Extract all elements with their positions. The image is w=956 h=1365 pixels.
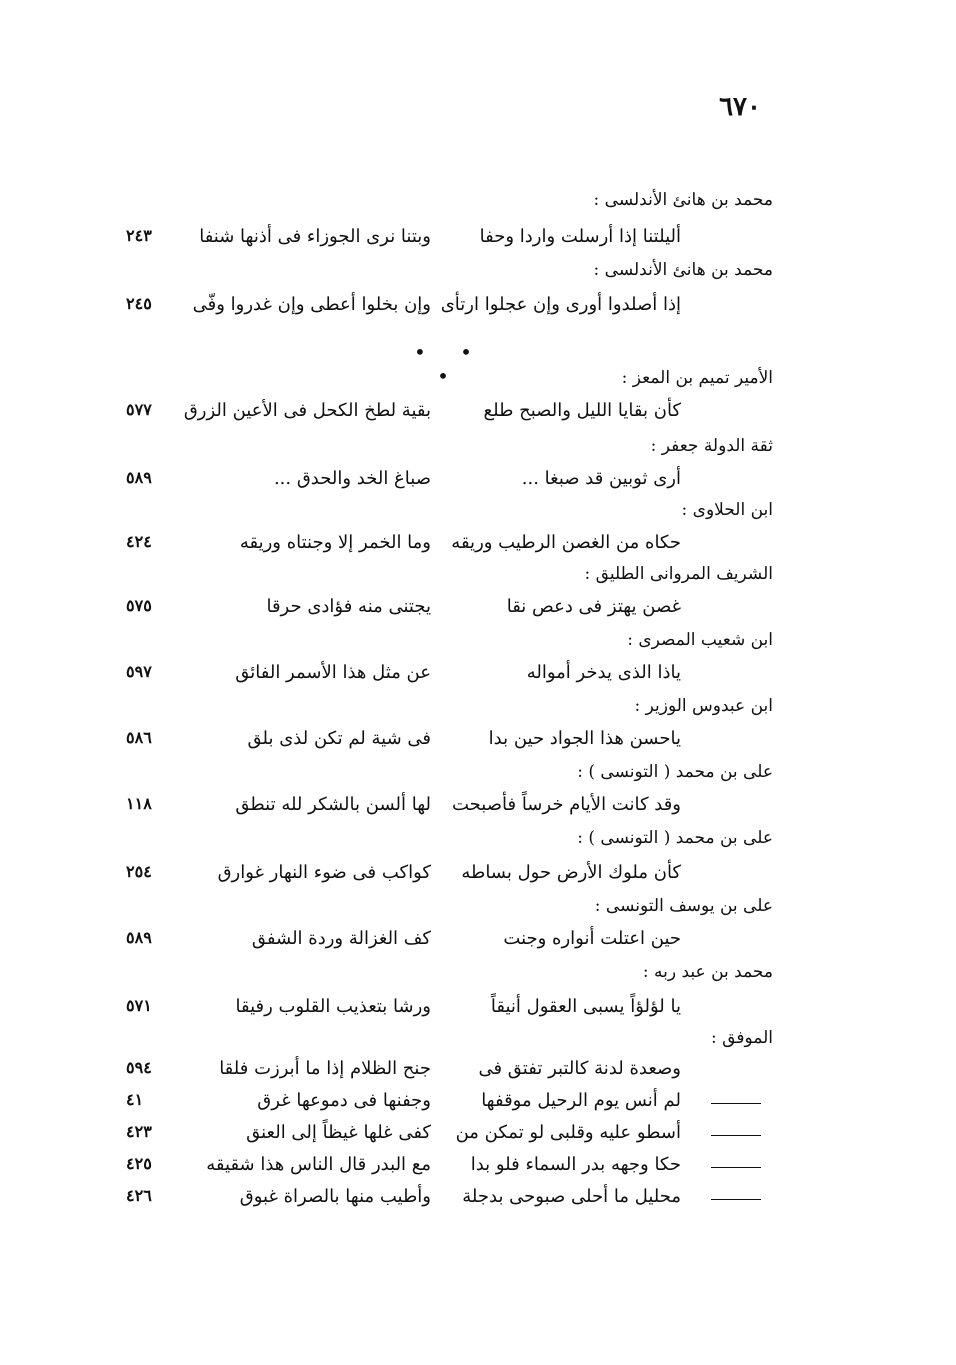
second-hemistich: عن مثل هذا الأسمر الفائق bbox=[235, 662, 431, 683]
page-reference: ٤١ bbox=[126, 1090, 144, 1109]
verse-row bbox=[0, 928, 956, 958]
poet-name: محمد بن عبد ربه : bbox=[642, 962, 773, 982]
poet-name: الموفق : bbox=[711, 1028, 773, 1048]
second-hemistich: وما الخمر إلا وجنتاه وريقه bbox=[239, 532, 431, 553]
poet-name: ثقة الدولة جعفر : bbox=[650, 436, 773, 456]
first-hemistich: حكاه من الغصن الرطيب وريقه bbox=[451, 532, 681, 553]
poet-name: الشريف المروانى الطليق : bbox=[584, 564, 773, 584]
repeat-dash bbox=[711, 1103, 761, 1104]
repeat-dash bbox=[711, 1135, 761, 1136]
page-reference: ٥٩٧ bbox=[126, 662, 152, 681]
page-reference: ٤٢٦ bbox=[126, 1186, 152, 1205]
first-hemistich: كأن ملوك الأرض حول بساطه bbox=[461, 862, 681, 883]
first-hemistich: محليل ما أحلى صبوحى بدجلة bbox=[462, 1186, 681, 1207]
second-hemistich: كواكب فى ضوء النهار غوارق bbox=[217, 862, 431, 883]
page-reference: ٢٤٣ bbox=[126, 226, 152, 245]
second-hemistich: وجفنها فى دموعها غرق bbox=[257, 1090, 431, 1111]
page-reference: ٥٧٧ bbox=[126, 400, 152, 419]
repeat-dash bbox=[711, 1199, 761, 1200]
verse-row bbox=[0, 662, 956, 692]
first-hemistich: أليلتنا إذا أرسلت واردا وحفا bbox=[479, 226, 681, 247]
second-hemistich: صباغ الخد والحدق ... bbox=[273, 468, 431, 489]
second-hemistich: وبتنا نرى الجوزاء فى أذنها شنفا bbox=[199, 226, 431, 247]
page-reference: ٢٥٤ bbox=[126, 862, 152, 881]
verse-row bbox=[0, 1186, 956, 1216]
first-hemistich: أسطو عليه وقلبى لو تمكن من bbox=[455, 1122, 681, 1143]
page-reference: ٥٨٩ bbox=[126, 928, 152, 947]
page-reference: ٥٧٥ bbox=[126, 596, 152, 615]
verse-row bbox=[0, 728, 956, 758]
first-hemistich: وقد كانت الأيام خرساً فأصبحت bbox=[452, 794, 681, 815]
verse-row bbox=[0, 1122, 956, 1152]
page-reference: ١١٨ bbox=[126, 794, 152, 813]
verse-row bbox=[0, 226, 956, 256]
verse-row bbox=[0, 596, 956, 626]
first-hemistich: أرى ثوبين قد صبغا ... bbox=[521, 468, 681, 489]
second-hemistich: مع البدر قال الناس هذا شقيقه bbox=[206, 1154, 431, 1175]
verse-row bbox=[0, 862, 956, 892]
first-hemistich: حكا وجهه بدر السماء فلو بدا bbox=[470, 1154, 681, 1175]
second-hemistich: يجتنى منه فؤادى حرقا bbox=[266, 596, 431, 617]
verse-row bbox=[0, 400, 956, 430]
repeat-dash bbox=[711, 1167, 761, 1168]
poet-name: على بن يوسف التونسى : bbox=[594, 896, 773, 916]
poet-name: ابن عبدوس الوزير : bbox=[634, 696, 773, 716]
section-separator: • • • bbox=[414, 340, 486, 388]
poet-name: على بن محمد ( التونسى ) : bbox=[577, 828, 773, 848]
page-reference: ٤٢٥ bbox=[126, 1154, 152, 1173]
verse-row bbox=[0, 794, 956, 824]
verse-row bbox=[0, 294, 956, 324]
verse-row bbox=[0, 1058, 956, 1088]
second-hemistich: بقية لطخ الكحل فى الأعين الزرق bbox=[183, 400, 431, 421]
verse-row bbox=[0, 1090, 956, 1120]
poet-name: على بن محمد ( التونسى ) : bbox=[577, 762, 773, 782]
second-hemistich: كف الغزالة وردة الشفق bbox=[251, 928, 431, 949]
second-hemistich: وإن بخلوا أعطى وإن غدروا وفّى bbox=[192, 294, 431, 315]
verse-row bbox=[0, 996, 956, 1026]
page-reference: ٥٨٩ bbox=[126, 468, 152, 487]
first-hemistich: إذا أصلدوا أورى وإن عجلوا ارتأى bbox=[440, 294, 681, 315]
poet-name: محمد بن هانئ الأندلسى : bbox=[593, 190, 773, 210]
poet-name: الأمير تميم بن المعز : bbox=[621, 368, 773, 388]
second-hemistich: جنح الظلام إذا ما أبرزت فلقا bbox=[219, 1058, 431, 1079]
page-reference: ٤٢٤ bbox=[126, 532, 152, 551]
verse-row bbox=[0, 1154, 956, 1184]
page-reference: ٢٤٥ bbox=[126, 294, 152, 313]
page-reference: ٤٢٣ bbox=[126, 1122, 152, 1141]
page-reference: ٥٧١ bbox=[126, 996, 152, 1015]
first-hemistich: حين اعتلت أنواره وجنت bbox=[503, 928, 681, 949]
page-number: ٦٧٠ bbox=[719, 92, 761, 122]
first-hemistich: لم أنس يوم الرحيل موقفها bbox=[481, 1090, 681, 1111]
first-hemistich: يا لؤلؤاً يسبى العقول أنيقاً bbox=[490, 996, 681, 1017]
second-hemistich: فى شية لم تكن لذى بلق bbox=[247, 728, 431, 749]
page-reference: ٥٨٦ bbox=[126, 728, 152, 747]
first-hemistich: وصعدة لدنة كالتبر تفتق فى bbox=[478, 1058, 681, 1079]
first-hemistich: ياذا الذى يدخر أمواله bbox=[526, 662, 681, 683]
second-hemistich: لها ألسن بالشكر لله تنطق bbox=[235, 794, 431, 815]
poet-name: ابن شعيب المصرى : bbox=[627, 630, 773, 650]
second-hemistich: وأطيب منها بالصراة غبوق bbox=[239, 1186, 431, 1207]
poet-name: محمد بن هانئ الأندلسى : bbox=[593, 260, 773, 280]
first-hemistich: ياحسن هذا الجواد حين بدا bbox=[488, 728, 681, 749]
page-reference: ٥٩٤ bbox=[126, 1058, 152, 1077]
first-hemistich: كأن بقايا الليل والصبح طلع bbox=[483, 400, 681, 421]
second-hemistich: كفى غلها غيظاً إلى العنق bbox=[246, 1122, 431, 1143]
first-hemistich: غصن يهتز فى دعص نقا bbox=[506, 596, 681, 617]
poet-name: ابن الحلاوى : bbox=[681, 500, 773, 520]
verse-row bbox=[0, 468, 956, 498]
verse-row bbox=[0, 532, 956, 562]
second-hemistich: ورشا بتعذيب القلوب رفيقا bbox=[235, 996, 431, 1017]
